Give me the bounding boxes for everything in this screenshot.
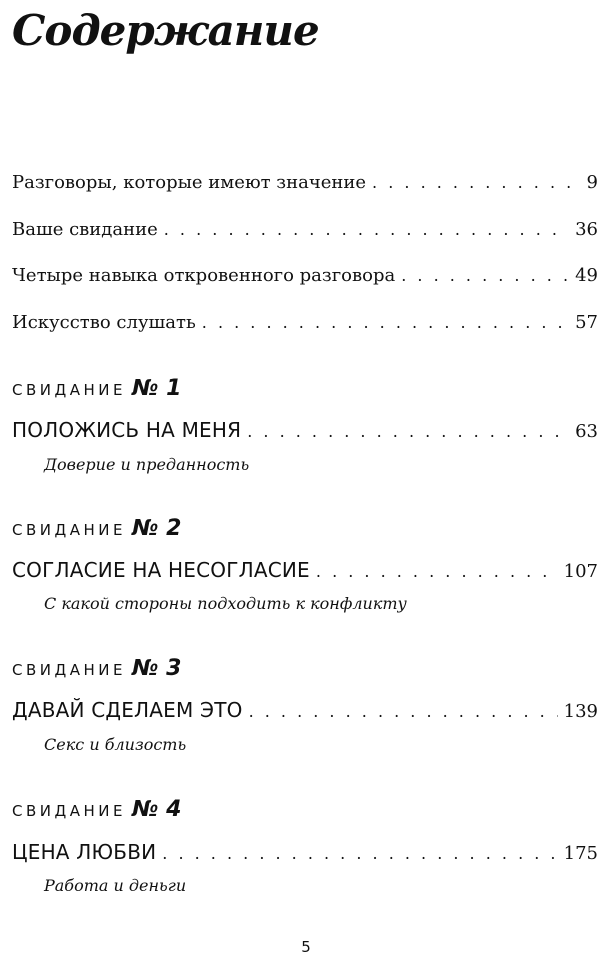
toc-entry-page: 49 [575, 265, 598, 286]
page-title: Содержание [12, 6, 319, 55]
dot-leader [202, 313, 569, 332]
toc-entry-label: ЦЕНА ЛЮБВИ [12, 840, 157, 864]
toc-entry-page: 63 [575, 421, 598, 442]
date-heading-3 [12, 656, 181, 681]
toc-subtitle-date-2: С какой стороны подходить к конфликту [44, 594, 407, 613]
toc-entry-page: 175 [563, 843, 598, 864]
toc-entry-date-2[interactable] [12, 558, 598, 588]
dot-leader [316, 562, 558, 581]
date-heading-word: СВИДАНИЕ [12, 381, 126, 399]
date-heading-number: № 1 [131, 376, 182, 401]
toc-entry-page: 139 [563, 701, 598, 722]
toc-entry-label: Четыре навыка откровенного разговора [12, 265, 396, 286]
dot-leader [372, 173, 581, 192]
toc-entry-page: 107 [563, 561, 598, 582]
toc-entry-page: 57 [575, 312, 598, 333]
date-heading-word: СВИДАНИЕ [12, 661, 126, 679]
date-heading-1 [12, 376, 181, 401]
date-heading-number: № 4 [131, 797, 182, 822]
toc-subtitle-date-3: Секс и близость [44, 735, 187, 754]
toc-entry-label: Искусство слушать [12, 312, 196, 333]
date-heading-number: № 2 [131, 516, 182, 541]
toc-subtitle-date-4: Работа и деньги [44, 876, 187, 895]
toc-entry-listening[interactable] [12, 312, 598, 340]
toc-subtitle-date-1: Доверие и преданность [44, 455, 250, 474]
dot-leader [164, 220, 569, 239]
page-number: 5 [301, 938, 311, 956]
dot-leader [247, 422, 569, 441]
toc-entry-page: 36 [575, 219, 598, 240]
toc-entry-date-3[interactable] [12, 698, 598, 728]
date-heading-word: СВИДАНИЕ [12, 521, 126, 539]
toc-entry-your-date[interactable] [12, 219, 598, 247]
toc-entry-conversations[interactable] [12, 172, 598, 200]
dot-leader [249, 702, 558, 721]
dot-leader [401, 266, 569, 285]
dot-leader [162, 844, 557, 863]
toc-entry-date-1[interactable] [12, 418, 598, 448]
toc-entry-label: Ваше свидание [12, 219, 158, 240]
toc-entry-label: Разговоры, которые имеют значение [12, 172, 367, 193]
toc-entry-label: СОГЛАСИЕ НА НЕСОГЛАСИЕ [12, 558, 310, 582]
date-heading-2 [12, 516, 181, 541]
toc-entry-four-skills[interactable] [12, 265, 598, 293]
date-heading-word: СВИДАНИЕ [12, 802, 126, 820]
toc-entry-label: ПОЛОЖИСЬ НА МЕНЯ [12, 418, 242, 442]
date-heading-number: № 3 [131, 656, 182, 681]
toc-entry-date-4[interactable] [12, 840, 598, 870]
toc-entry-label: ДАВАЙ СДЕЛАЕМ ЭТО [12, 698, 243, 722]
toc-entry-page: 9 [586, 172, 598, 193]
date-heading-4 [12, 797, 181, 822]
